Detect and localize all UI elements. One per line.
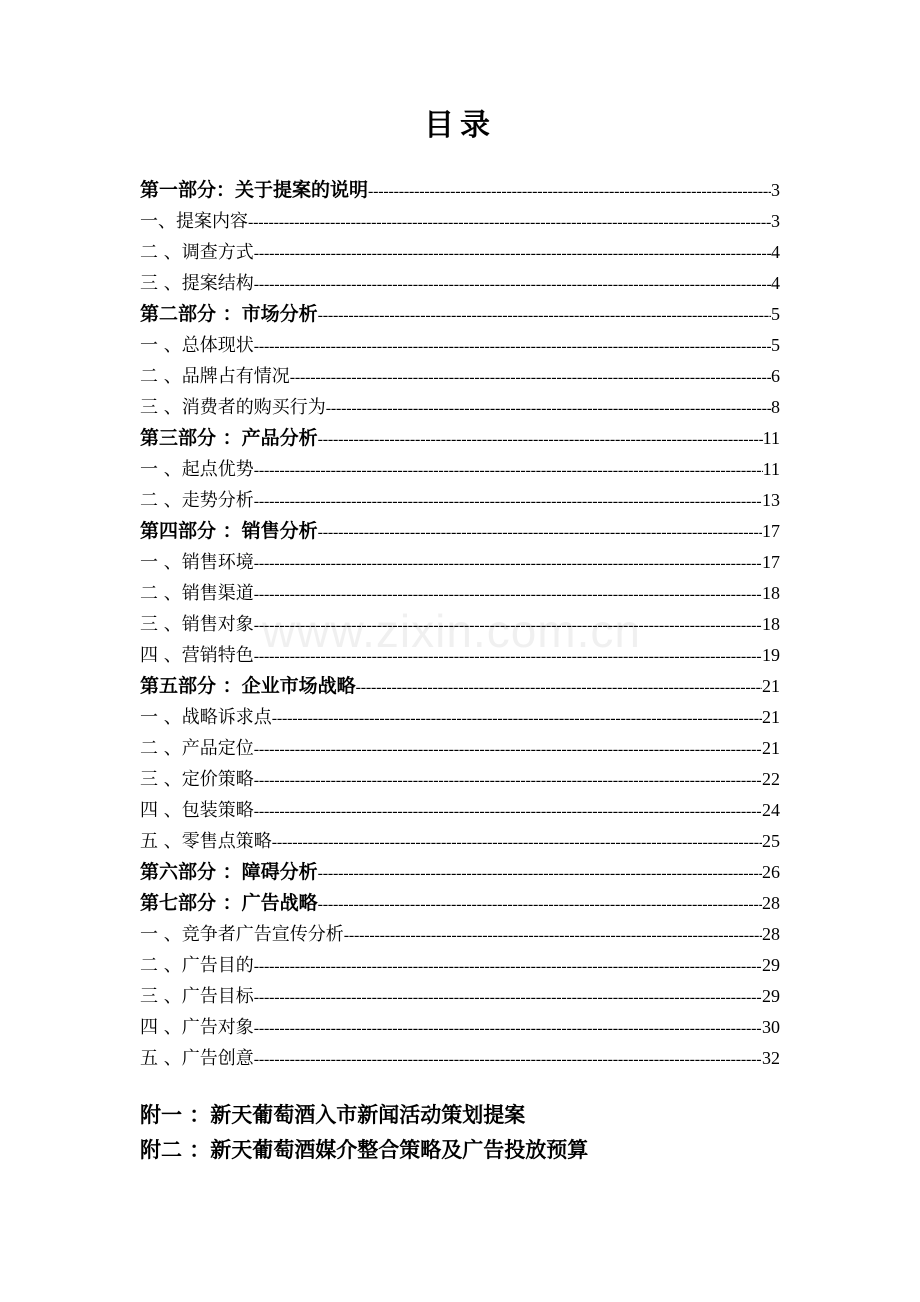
toc-entry-label: 二 、广告目的 xyxy=(140,955,254,976)
toc-item-entry[interactable] xyxy=(140,485,780,516)
toc-page-number: 3 xyxy=(771,211,780,231)
toc-entry-label: 二 、调查方式 xyxy=(140,242,254,263)
toc-part-entry[interactable] xyxy=(140,857,780,888)
dot-leader xyxy=(254,1013,762,1044)
toc-entry-label: 二 、销售渠道 xyxy=(140,583,254,604)
toc-page-number: 32 xyxy=(762,1048,780,1068)
toc-entry-label: 四 、广告对象 xyxy=(140,1017,254,1038)
toc-page-number: 21 xyxy=(762,707,780,727)
dot-leader xyxy=(254,331,771,362)
dot-leader xyxy=(272,703,762,734)
page-title: 目录 xyxy=(424,108,496,143)
toc-entry-label: 二 、品牌占有情况 xyxy=(140,366,290,387)
dot-leader xyxy=(254,765,762,796)
table-of-contents xyxy=(140,175,780,1074)
toc-entry-label: 第六部分 ：障碍分析 xyxy=(140,861,318,883)
toc-page-number: 21 xyxy=(762,676,780,696)
toc-entry-label: 五 、零售点策略 xyxy=(140,831,272,852)
toc-item-entry[interactable] xyxy=(140,237,780,268)
dot-leader xyxy=(254,982,762,1013)
toc-item-entry[interactable] xyxy=(140,764,780,795)
toc-entry-label: 第五部分 ：企业市场战略 xyxy=(140,675,356,697)
toc-page-number: 29 xyxy=(762,955,780,975)
toc-entry-label: 一 、总体现状 xyxy=(140,335,254,356)
toc-page-number: 11 xyxy=(762,459,780,479)
toc-page-number: 11 xyxy=(762,428,780,448)
toc-page-number: 30 xyxy=(762,1017,780,1037)
dot-leader xyxy=(254,734,762,765)
toc-item-entry[interactable] xyxy=(140,640,780,671)
toc-item-entry[interactable] xyxy=(140,1043,780,1074)
toc-entry-label: 三 、销售对象 xyxy=(140,614,254,635)
dot-leader xyxy=(318,889,762,920)
dot-leader xyxy=(356,672,762,703)
dot-leader xyxy=(318,424,763,455)
toc-entry-label: 三 、定价策略 xyxy=(140,769,254,790)
toc-part-entry[interactable] xyxy=(140,423,780,454)
toc-item-entry[interactable] xyxy=(140,547,780,578)
dot-leader xyxy=(254,796,762,827)
appendix-list xyxy=(140,1098,840,1168)
toc-page-number: 17 xyxy=(762,521,780,541)
dot-leader xyxy=(318,300,771,331)
dot-leader xyxy=(254,548,762,579)
dot-leader xyxy=(254,579,762,610)
toc-entry-label: 一 、竞争者广告宣传分析 xyxy=(140,924,344,945)
toc-item-entry[interactable] xyxy=(140,1012,780,1043)
toc-item-entry[interactable] xyxy=(140,206,780,237)
toc-item-entry[interactable] xyxy=(140,609,780,640)
dot-leader xyxy=(254,486,762,517)
toc-entry-label: 第三部分 ：产品分析 xyxy=(140,427,318,449)
toc-entry-label: 一 、战略诉求点 xyxy=(140,707,272,728)
toc-page-number: 4 xyxy=(771,273,780,293)
toc-entry-label: 一 、销售环境 xyxy=(140,552,254,573)
toc-item-entry[interactable] xyxy=(140,981,780,1012)
dot-leader xyxy=(254,951,762,982)
toc-part-entry[interactable] xyxy=(140,516,780,547)
toc-page-number: 19 xyxy=(762,645,780,665)
appendix-entry[interactable]: 附一 ：新天葡萄酒入市新闻活动策划提案 xyxy=(140,1103,526,1127)
toc-item-entry[interactable] xyxy=(140,826,780,857)
toc-item-entry[interactable] xyxy=(140,361,780,392)
toc-page-number: 5 xyxy=(771,335,780,355)
dot-leader xyxy=(368,176,771,207)
toc-page-number: 13 xyxy=(762,490,780,510)
toc-item-entry[interactable] xyxy=(140,919,780,950)
toc-entry-label: 第四部分 ：销售分析 xyxy=(140,520,318,542)
toc-entry-label: 一 、起点优势 xyxy=(140,459,254,480)
toc-entry-label: 二 、走势分析 xyxy=(140,490,254,511)
toc-page-number: 3 xyxy=(771,180,780,200)
dot-leader xyxy=(254,455,763,486)
toc-item-entry[interactable] xyxy=(140,578,780,609)
toc-page-number: 4 xyxy=(771,242,780,262)
dot-leader xyxy=(290,362,771,393)
watermark: www.zixin.com.cn xyxy=(262,605,641,657)
toc-page-number: 29 xyxy=(762,986,780,1006)
toc-item-entry[interactable] xyxy=(140,268,780,299)
toc-item-entry[interactable] xyxy=(140,330,780,361)
dot-leader xyxy=(254,610,762,641)
toc-entry-label: 一、提案内容 xyxy=(140,211,248,232)
toc-item-entry[interactable] xyxy=(140,733,780,764)
toc-page-number: 25 xyxy=(762,831,780,851)
toc-page-number: 18 xyxy=(762,614,780,634)
dot-leader xyxy=(254,641,762,672)
toc-page-number: 6 xyxy=(771,366,780,386)
dot-leader xyxy=(248,207,771,238)
dot-leader xyxy=(254,269,771,300)
dot-leader xyxy=(318,858,762,889)
toc-entry-label: 五 、广告创意 xyxy=(140,1048,254,1069)
toc-page-number: 18 xyxy=(762,583,780,603)
toc-entry-label: 三 、提案结构 xyxy=(140,273,254,294)
toc-page-number: 8 xyxy=(771,397,780,417)
toc-page-number: 5 xyxy=(771,304,780,324)
toc-item-entry[interactable] xyxy=(140,702,780,733)
toc-entry-label: 第七部分 ：广告战略 xyxy=(140,892,318,914)
toc-entry-label: 三 、消费者的购买行为 xyxy=(140,397,326,418)
toc-page-number: 22 xyxy=(762,769,780,789)
toc-part-entry[interactable] xyxy=(140,888,780,919)
dot-leader xyxy=(318,517,762,548)
dot-leader xyxy=(326,393,771,424)
toc-item-entry[interactable] xyxy=(140,454,780,485)
toc-item-entry[interactable] xyxy=(140,392,780,423)
toc-entry-label: 四 、营销特色 xyxy=(140,645,254,666)
toc-part-entry[interactable] xyxy=(140,175,780,206)
toc-entry-label: 第一部分：关于提案的说明 xyxy=(140,179,369,201)
toc-page-number: 24 xyxy=(762,800,780,820)
dot-leader xyxy=(272,827,762,858)
toc-entry-label: 第二部分 ：市场分析 xyxy=(140,303,318,325)
toc-page-number: 26 xyxy=(762,862,780,882)
dot-leader xyxy=(254,1044,762,1075)
toc-entry-label: 三 、广告目标 xyxy=(140,986,254,1007)
toc-entry-label: 四 、包装策略 xyxy=(140,800,254,821)
toc-page-number: 28 xyxy=(762,924,780,944)
toc-item-entry[interactable] xyxy=(140,795,780,826)
toc-page-number: 21 xyxy=(762,738,780,758)
toc-part-entry[interactable] xyxy=(140,671,780,702)
toc-page-number: 17 xyxy=(762,552,780,572)
toc-part-entry[interactable] xyxy=(140,299,780,330)
appendix-entry[interactable]: 附二 ：新天葡萄酒媒介整合策略及广告投放预算 xyxy=(140,1138,589,1162)
toc-page-number: 28 xyxy=(762,893,780,913)
toc-entry-label: 二 、产品定位 xyxy=(140,738,254,759)
toc-item-entry[interactable] xyxy=(140,950,780,981)
dot-leader xyxy=(254,238,771,269)
dot-leader xyxy=(344,920,762,951)
